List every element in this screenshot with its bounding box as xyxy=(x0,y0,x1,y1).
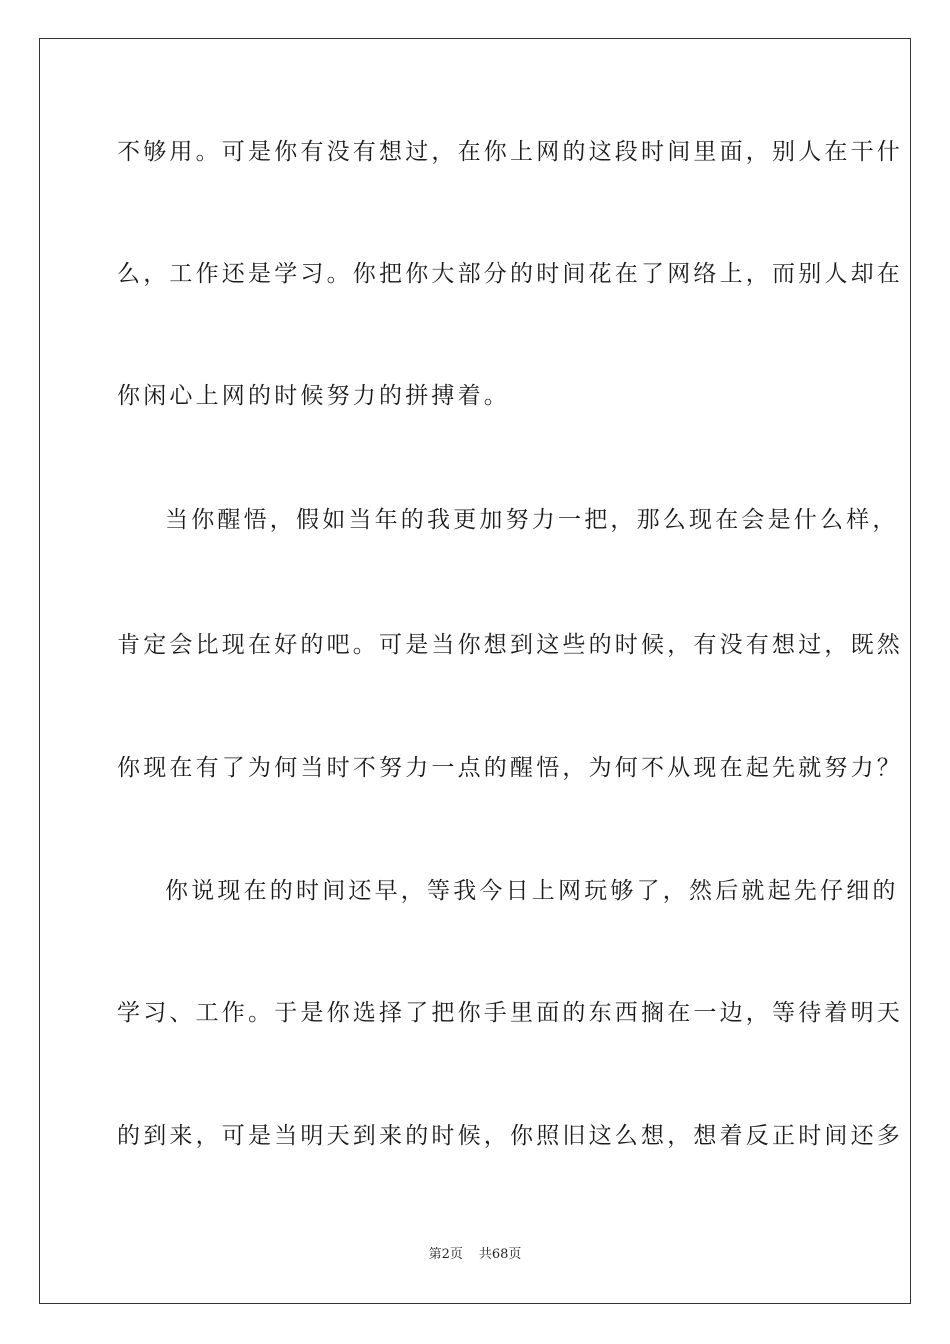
paragraph-start-line-4: 当你醒悟，假如当年的我更加努力一把，那么现在会是什么样， xyxy=(165,507,899,533)
paragraph-start-line-7: 你说现在的时间还早，等我今日上网玩够了，然后就起先仔细的 xyxy=(165,878,899,904)
text-line-9: 的到来，可是当明天到来的时候，你照旧这么想，想着反正时间还多 xyxy=(117,1123,903,1149)
page-total: 共68页 xyxy=(478,1247,522,1262)
text-line-6: 你现在有了为何当时不努力一点的醒悟，为何不从现在起先就努力？ xyxy=(117,755,903,781)
text-line-3: 你闲心上网的时候努力的拼搏着。 xyxy=(117,383,510,409)
page-frame xyxy=(39,38,911,1304)
text-line-8: 学习、工作。于是你选择了把你手里面的东西搁在一边，等待着明天 xyxy=(117,1000,903,1026)
page-footer xyxy=(0,1246,950,1264)
page-number: 第2页 xyxy=(428,1247,463,1262)
text-line-1: 不够用。可是你有没有想过，在你上网的这段时间里面，别人在干什 xyxy=(117,139,903,165)
text-line-2: 么，工作还是学习。你把你大部分的时间花在了网络上，而别人却在 xyxy=(117,261,903,287)
text-line-5: 肯定会比现在好的吧。可是当你想到这些的时候，有没有想过，既然 xyxy=(117,632,903,658)
